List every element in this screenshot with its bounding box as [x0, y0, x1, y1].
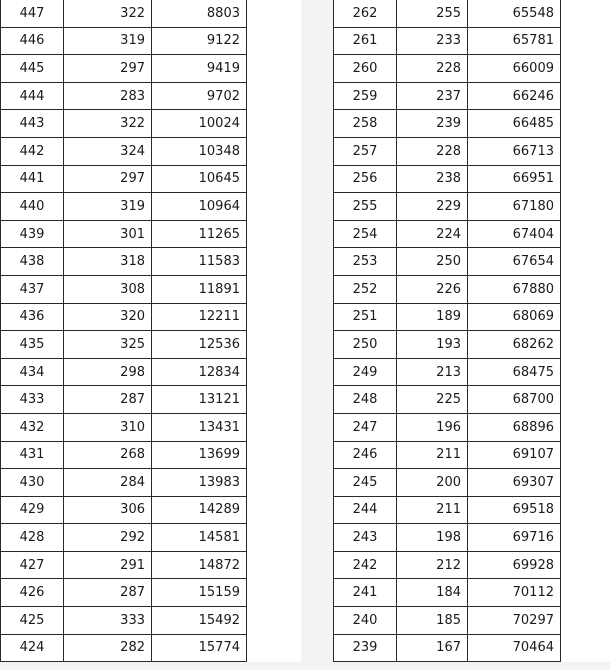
count-cell: 284	[64, 469, 152, 497]
table-row	[1, 441, 247, 469]
table-row	[1, 193, 247, 221]
score-cell: 253	[334, 248, 397, 276]
cumulative-cell: 9122	[152, 27, 247, 55]
count-cell: 200	[397, 469, 468, 497]
score-cell: 249	[334, 358, 397, 386]
cumulative-cell: 66713	[468, 137, 561, 165]
score-cell: 439	[1, 220, 64, 248]
score-cell: 441	[1, 165, 64, 193]
count-cell: 226	[397, 275, 468, 303]
count-cell: 301	[64, 220, 152, 248]
score-cell: 252	[334, 275, 397, 303]
count-cell: 255	[397, 0, 468, 27]
table-row	[334, 0, 561, 27]
score-cell: 438	[1, 248, 64, 276]
table-row	[334, 386, 561, 414]
count-cell: 320	[64, 303, 152, 331]
score-cell: 251	[334, 303, 397, 331]
cumulative-cell: 12536	[152, 331, 247, 359]
count-cell: 333	[64, 607, 152, 635]
cumulative-cell: 68262	[468, 331, 561, 359]
count-cell: 225	[397, 386, 468, 414]
table-row	[1, 634, 247, 662]
cumulative-cell: 69518	[468, 496, 561, 524]
count-cell: 228	[397, 137, 468, 165]
table-row	[1, 469, 247, 497]
table-row	[1, 524, 247, 552]
cumulative-cell: 70297	[468, 607, 561, 635]
cumulative-cell: 15492	[152, 607, 247, 635]
count-cell: 185	[397, 607, 468, 635]
count-cell: 319	[64, 193, 152, 221]
table-row	[334, 55, 561, 83]
table-row	[1, 248, 247, 276]
cumulative-cell: 69307	[468, 469, 561, 497]
cumulative-cell: 9702	[152, 82, 247, 110]
count-cell: 237	[397, 82, 468, 110]
score-cell: 261	[334, 27, 397, 55]
count-cell: 322	[64, 0, 152, 27]
table-row	[334, 579, 561, 607]
table-row	[1, 331, 247, 359]
table-row	[334, 248, 561, 276]
score-cell: 440	[1, 193, 64, 221]
score-cell: 426	[1, 579, 64, 607]
cumulative-cell: 68069	[468, 303, 561, 331]
score-cell: 256	[334, 165, 397, 193]
table-row	[1, 0, 247, 27]
count-cell: 325	[64, 331, 152, 359]
count-cell: 298	[64, 358, 152, 386]
right-table-panel	[333, 0, 610, 662]
cumulative-cell: 67404	[468, 220, 561, 248]
table-row	[334, 441, 561, 469]
cumulative-cell: 66951	[468, 165, 561, 193]
count-cell: 319	[64, 27, 152, 55]
score-cell: 246	[334, 441, 397, 469]
cumulative-cell: 65548	[468, 0, 561, 27]
score-cell: 259	[334, 82, 397, 110]
score-cell: 436	[1, 303, 64, 331]
right-score-table	[333, 0, 561, 662]
count-cell: 229	[397, 193, 468, 221]
count-cell: 297	[64, 55, 152, 83]
score-cell: 244	[334, 496, 397, 524]
table-row	[334, 193, 561, 221]
score-cell: 257	[334, 137, 397, 165]
table-row	[334, 607, 561, 635]
score-cell: 262	[334, 0, 397, 27]
cumulative-cell: 14289	[152, 496, 247, 524]
count-cell: 212	[397, 551, 468, 579]
cumulative-cell: 70464	[468, 634, 561, 662]
table-row	[334, 137, 561, 165]
table-row	[1, 303, 247, 331]
score-cell: 428	[1, 524, 64, 552]
cumulative-cell: 69928	[468, 551, 561, 579]
table-row	[334, 165, 561, 193]
table-row	[1, 413, 247, 441]
score-cell: 434	[1, 358, 64, 386]
cumulative-cell: 13699	[152, 441, 247, 469]
cumulative-cell: 66485	[468, 110, 561, 138]
score-cell: 447	[1, 0, 64, 27]
table-row	[334, 469, 561, 497]
cumulative-cell: 10645	[152, 165, 247, 193]
score-cell: 250	[334, 331, 397, 359]
right-table-body	[334, 0, 561, 662]
table-row	[1, 110, 247, 138]
table-row	[334, 82, 561, 110]
count-cell: 211	[397, 496, 468, 524]
cumulative-cell: 67180	[468, 193, 561, 221]
score-cell: 240	[334, 607, 397, 635]
cumulative-cell: 70112	[468, 579, 561, 607]
cumulative-cell: 67654	[468, 248, 561, 276]
cumulative-cell: 13431	[152, 413, 247, 441]
table-row	[1, 358, 247, 386]
table-row	[1, 82, 247, 110]
table-row	[334, 358, 561, 386]
count-cell: 292	[64, 524, 152, 552]
cumulative-cell: 69107	[468, 441, 561, 469]
score-cell: 443	[1, 110, 64, 138]
count-cell: 238	[397, 165, 468, 193]
table-row	[1, 275, 247, 303]
count-cell: 189	[397, 303, 468, 331]
table-row	[334, 331, 561, 359]
count-cell: 324	[64, 137, 152, 165]
count-cell: 310	[64, 413, 152, 441]
score-cell: 239	[334, 634, 397, 662]
cumulative-cell: 14581	[152, 524, 247, 552]
score-cell: 255	[334, 193, 397, 221]
cumulative-cell: 11265	[152, 220, 247, 248]
table-row	[1, 55, 247, 83]
cumulative-cell: 12211	[152, 303, 247, 331]
count-cell: 224	[397, 220, 468, 248]
score-cell: 446	[1, 27, 64, 55]
cumulative-cell: 67880	[468, 275, 561, 303]
cumulative-cell: 11891	[152, 275, 247, 303]
count-cell: 228	[397, 55, 468, 83]
score-cell: 425	[1, 607, 64, 635]
cumulative-cell: 10348	[152, 137, 247, 165]
cumulative-cell: 11583	[152, 248, 247, 276]
table-row	[334, 110, 561, 138]
count-cell: 198	[397, 524, 468, 552]
count-cell: 193	[397, 331, 468, 359]
count-cell: 213	[397, 358, 468, 386]
table-row	[334, 275, 561, 303]
count-cell: 211	[397, 441, 468, 469]
score-cell: 427	[1, 551, 64, 579]
count-cell: 318	[64, 248, 152, 276]
cumulative-cell: 68896	[468, 413, 561, 441]
score-cell: 243	[334, 524, 397, 552]
table-row	[334, 303, 561, 331]
count-cell: 233	[397, 27, 468, 55]
table-row	[334, 496, 561, 524]
table-row	[334, 27, 561, 55]
table-row	[1, 386, 247, 414]
score-cell: 241	[334, 579, 397, 607]
cumulative-cell: 66009	[468, 55, 561, 83]
score-cell: 435	[1, 331, 64, 359]
table-row	[1, 27, 247, 55]
count-cell: 297	[64, 165, 152, 193]
cumulative-cell: 68700	[468, 386, 561, 414]
cumulative-cell: 14872	[152, 551, 247, 579]
score-cell: 260	[334, 55, 397, 83]
count-cell: 167	[397, 634, 468, 662]
cumulative-cell: 69716	[468, 524, 561, 552]
cumulative-cell: 9419	[152, 55, 247, 83]
count-cell: 306	[64, 496, 152, 524]
cumulative-cell: 66246	[468, 82, 561, 110]
score-cell: 430	[1, 469, 64, 497]
table-row	[1, 220, 247, 248]
cumulative-cell: 15774	[152, 634, 247, 662]
count-cell: 291	[64, 551, 152, 579]
score-cell: 424	[1, 634, 64, 662]
score-cell: 429	[1, 496, 64, 524]
table-row	[334, 551, 561, 579]
score-cell: 247	[334, 413, 397, 441]
cumulative-cell: 10024	[152, 110, 247, 138]
table-row	[1, 496, 247, 524]
count-cell: 287	[64, 386, 152, 414]
count-cell: 322	[64, 110, 152, 138]
count-cell: 283	[64, 82, 152, 110]
count-cell: 196	[397, 413, 468, 441]
count-cell: 250	[397, 248, 468, 276]
score-cell: 431	[1, 441, 64, 469]
table-row	[1, 607, 247, 635]
count-cell: 184	[397, 579, 468, 607]
table-row	[334, 634, 561, 662]
score-cell: 444	[1, 82, 64, 110]
left-table-panel	[0, 0, 301, 662]
score-cell: 433	[1, 386, 64, 414]
cumulative-cell: 8803	[152, 0, 247, 27]
score-cell: 242	[334, 551, 397, 579]
score-cell: 254	[334, 220, 397, 248]
count-cell: 268	[64, 441, 152, 469]
left-table-body	[1, 0, 247, 662]
table-row	[334, 220, 561, 248]
count-cell: 239	[397, 110, 468, 138]
cumulative-cell: 13983	[152, 469, 247, 497]
score-cell: 432	[1, 413, 64, 441]
score-cell: 437	[1, 275, 64, 303]
score-cell: 445	[1, 55, 64, 83]
cumulative-cell: 10964	[152, 193, 247, 221]
table-row	[1, 137, 247, 165]
score-cell: 442	[1, 137, 64, 165]
table-row	[334, 524, 561, 552]
score-cell: 248	[334, 386, 397, 414]
score-cell: 245	[334, 469, 397, 497]
count-cell: 282	[64, 634, 152, 662]
cumulative-cell: 13121	[152, 386, 247, 414]
count-cell: 308	[64, 275, 152, 303]
cumulative-cell: 65781	[468, 27, 561, 55]
score-cell: 258	[334, 110, 397, 138]
table-row	[334, 413, 561, 441]
cumulative-cell: 15159	[152, 579, 247, 607]
cumulative-cell: 12834	[152, 358, 247, 386]
cumulative-cell: 68475	[468, 358, 561, 386]
count-cell: 287	[64, 579, 152, 607]
table-row	[1, 165, 247, 193]
table-row	[1, 551, 247, 579]
table-row	[1, 579, 247, 607]
left-score-table	[0, 0, 247, 662]
